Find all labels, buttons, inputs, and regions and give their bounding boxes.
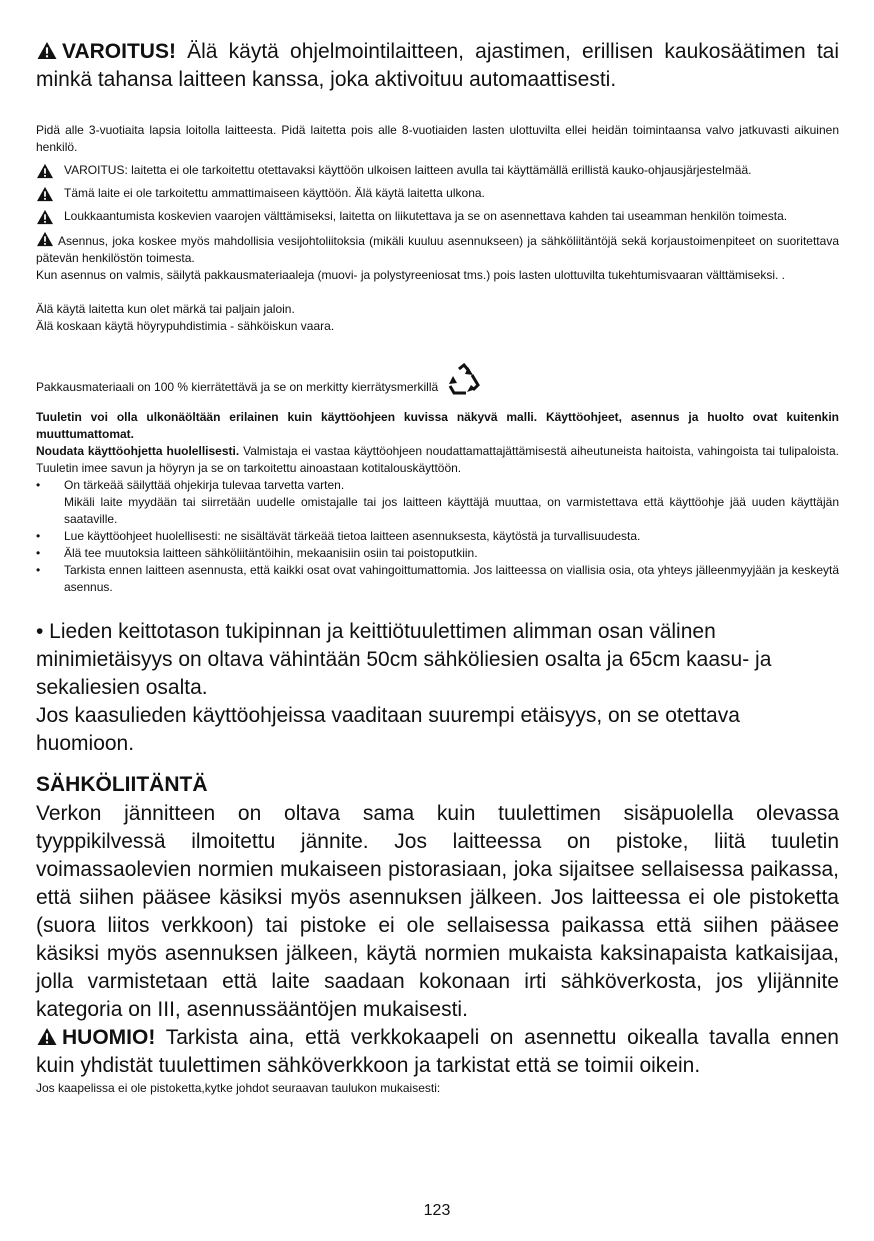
bullet-item: [36, 528, 839, 545]
warning-icon: [36, 41, 58, 60]
warning-icon: [36, 186, 54, 202]
warning-professional-text: Tämä laite ei ole tarkoitettu ammattimaiseen käyttöön. Älä käytä laitetta ulkona.: [64, 186, 485, 200]
follow-instructions-text: Valmistaja ei vastaa käyttöohjeen noudattamattajättämisestä aiheutuneista haitoista, vahingoista tai tulipaloista. Tuuletin imee savun ja höyryn ja se on tarkoitettu ainoastaan kotitalouskäyttöön.: [36, 444, 839, 475]
recycle-paragraph: [36, 363, 839, 397]
bullet-dot: •: [36, 563, 41, 577]
note-text: Tarkista aina, että verkkokaapeli on asennettu oikealla tavalla ennen kuin yhdistät tuulettimen sähköverkkoon ja tarkistat että se toimii oikein.: [36, 1026, 839, 1077]
packaging-paragraph: Kun asennus on valmis, säilytä pakkausmateriaaleja (muovi- ja polystyreeniosat tms.) pois lasten ulottuvilta tukehtumisvaaran välttämiseksi. .: [36, 268, 786, 282]
bullet-text: Tarkista ennen laitteen asennusta, että kaikki osat ovat vahingoittumattomia. Jos laitteessa on viallisia osia, ota yhteys jälleenmyyjään ja keskeytä asennus.: [64, 563, 839, 594]
distance-note: Jos kaasulieden käyttöohjeissa vaaditaan suurempi etäisyys, on se otettava huomioon.: [36, 704, 740, 755]
follow-instructions: [36, 443, 839, 477]
warning-icon: [36, 1027, 58, 1046]
recycle-text: Pakkausmateriaali on 100 % kierrätettävä ja se on merkitty kierrätysmerkillä: [36, 380, 439, 394]
electrical-body: Verkon jännitteen on oltava sama kuin tuulettimen sisäpuolella olevassa tyyppikilvessä ilmoitettu jännite. Jos laitteessa on pistoke, liitä tuuletin voimassaolevien normien mukaiseen pistorasiaan, joka sijaitsee sellaisessa paikassa, että siihen pääsee käsiksi myös asennuksen jälkeen. Jos laitteessa ei ole pistoketta (suora liitos verkkoon) tai pistoke ei ole sellaisessa paikassa että siihen pääsee käsiksi myös asennuksen jälkeen, käytä normien mukaista kaksinapaista katkaisijaa, jolla varmistetaan että laite saadaan kokonaan irti sähköverkosta, jos ylijännite kategoria on III, asennussääntöjen mukaisesti.: [36, 802, 839, 1021]
bullet-item: [36, 562, 839, 596]
warning-label: VAROITUS!: [62, 40, 176, 63]
wet-paragraph: Älä käytä laitetta kun olet märkä tai paljain jaloin.: [36, 302, 295, 316]
warning-injury-text: Loukkaantumista koskevien vaarojen välttämiseksi, laitetta on liikutettava ja se on asennettava kahden tai useamman henkilön toimesta.: [64, 209, 788, 223]
page-number: 123: [423, 1202, 451, 1219]
bullet-item: [36, 477, 839, 528]
warning-remote: [36, 162, 839, 179]
warning-installation-text: Asennus, joka koskee myös mahdollisia vesijohtoliitoksia (mikäli kuuluu asennukseen) ja sähköliitäntöjä sekä korjaustoimenpiteet on suoritettava pätevän henkilöstön toimesta.: [36, 234, 839, 265]
warning-icon: [36, 231, 54, 247]
warning-professional: [36, 185, 839, 202]
recycle-icon: [446, 363, 482, 397]
follow-instructions-label: Noudata käyttöohjetta huolellisesti.: [36, 444, 240, 458]
warning-installation: [36, 231, 839, 267]
steam-paragraph: Älä koskaan käytä höyrypuhdistimia - sähköiskun vaara.: [36, 319, 335, 333]
bullet-text: Älä tee muutoksia laitteen sähköliitäntöihin, mekaanisiin osiin tai poistoputkiin.: [64, 546, 478, 560]
warning-intro: [36, 38, 839, 94]
bullet-text: Lue käyttöohjeet huolellisesti: ne sisältävät tärkeää tietoa laitteen asennuksesta, käytöstä ja turvallisuudesta.: [64, 529, 641, 543]
section-heading: SÄHKÖLIITÄNTÄ: [36, 773, 208, 796]
warning-injury: [36, 208, 839, 225]
note-paragraph: [36, 1024, 839, 1080]
model-difference-text: Tuuletin voi olla ulkonäöltään erilainen kuin käyttöohjeen kuvissa näkyvä malli. Käyttöohjeet, asennus ja huolto ovat kuitenkin muuttumattomat.: [36, 410, 839, 441]
bullet-item: [36, 545, 839, 562]
bullet-dot: •: [36, 546, 41, 560]
bullet-dot: •: [36, 529, 41, 543]
bullet-text: On tärkeää säilyttää ohjekirja tulevaa tarvetta varten.: [64, 478, 345, 492]
cable-paragraph: Jos kaapelissa ei ole pistoketta,kytke johdot seuraavan taulukon mukaisesti:: [36, 1081, 441, 1095]
warning-remote-text: VAROITUS: laitetta ei ole tarkoitettu otettavaksi käyttöön ulkoisen laitteen avulla tai käyttämällä erillistä kauko-ohjausjärjestelmää.: [64, 163, 752, 177]
bullet-extra-text: Mikäli laite myydään tai siirretään uudelle omistajalle tai jos laitteen käyttäjä muuttaa, on varmistettava että käyttöohje jää uuden käyttäjän saataville.: [64, 495, 839, 526]
children-paragraph: Pidä alle 3-vuotiaita lapsia loitolla laitteesta. Pidä laitetta pois alle 8-vuotiaiden lasten ulottuvilta ellei heidän toimintaansa valvo jatkuvasti aikuinen henkilö.: [36, 123, 839, 154]
warning-text: Älä käytä ohjelmointilaitteen, ajastimen, erillisen kaukosäätimen tai minkä tahansa laitteen kanssa, joka aktivoituu automaattisesti.: [36, 40, 839, 91]
bullet-dot: •: [36, 478, 41, 492]
note-label: HUOMIO!: [62, 1026, 156, 1049]
warning-icon: [36, 163, 54, 179]
model-difference: [36, 409, 839, 443]
warning-icon: [36, 209, 54, 225]
distance-paragraph: • Lieden keittotason tukipinnan ja keittiötuulettimen alimman osan välinen minimietäisyys on oltava vähintään 50cm sähköliesien osalta ja 65cm kaasu- ja sekaliesien osalta.: [36, 620, 772, 699]
